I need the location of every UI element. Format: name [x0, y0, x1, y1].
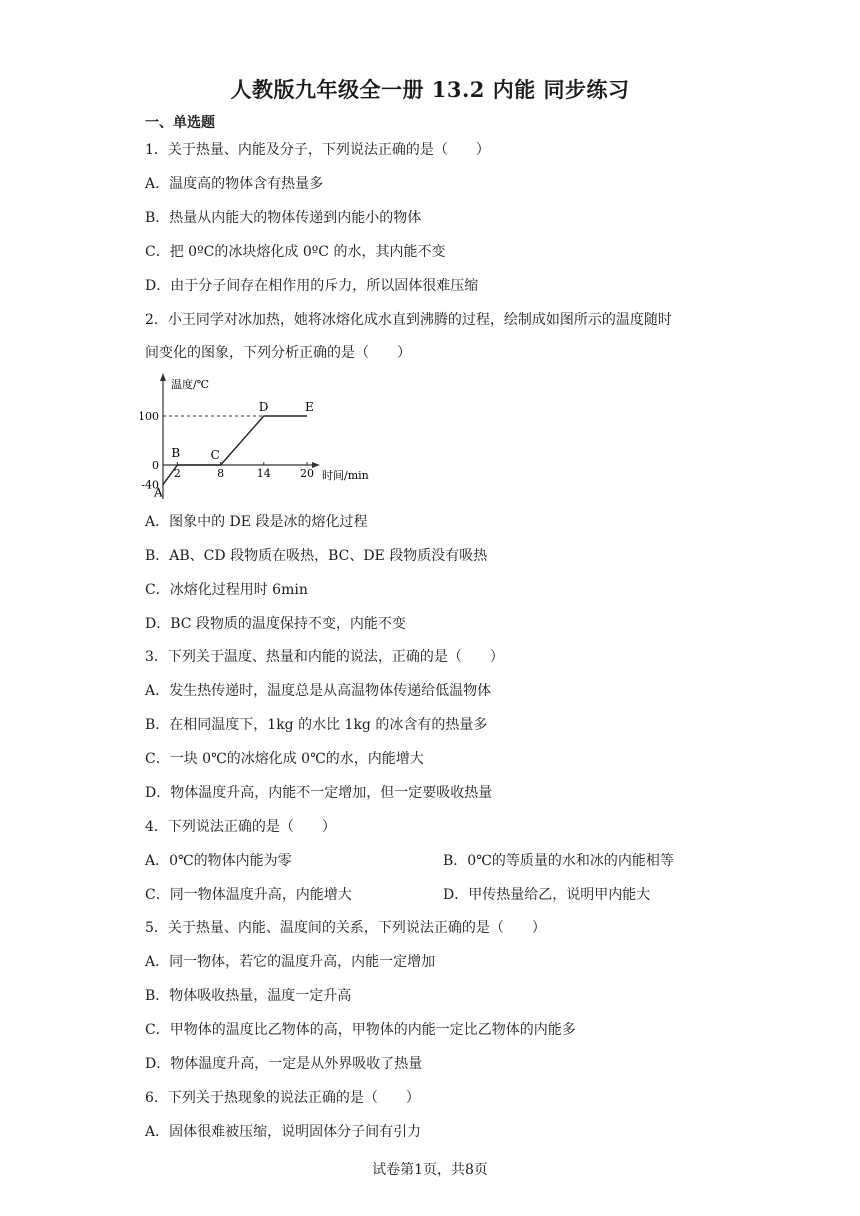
x-axis-label: 时间/min [322, 469, 369, 482]
point-label-e: E [305, 400, 314, 414]
q5-option-a: A．同一物体，若它的温度升高，内能一定增加 [145, 954, 436, 970]
question-2-cont: 间变化的图象，下列分析正确的是（ ） [145, 345, 411, 361]
question-1: 1．关于热量、内能及分子，下列说法正确的是（ ） [145, 142, 490, 158]
x-tick-label: 20 [300, 467, 314, 480]
question-3: 3．下列关于温度、热量和内能的说法，正确的是（ ） [145, 649, 504, 665]
q3-option-a: A．发生热传递时，温度总是从高温物体传递给低温物体 [145, 683, 492, 699]
q6-option-a: A．固体很难被压缩，说明固体分子间有引力 [145, 1124, 422, 1140]
question-6: 6．下列关于热现象的说法正确的是（ ） [145, 1090, 420, 1106]
question-2: 2．小王同学对冰加热，她将冰熔化成水直到沸腾的过程，绘制成如图所示的温度随时 [145, 312, 672, 328]
page-footer: 试卷第1页，共8页 [372, 1162, 488, 1178]
q2-option-b: B．AB、CD 段物质在吸热，BC、DE 段物质没有吸热 [145, 548, 488, 564]
q3-option-b: B．在相同温度下，1kg 的水比 1kg 的冰含有的热量多 [145, 717, 488, 733]
q2-option-c: C．冰熔化过程用时 6min [145, 582, 308, 598]
x-tick-label: 2 [173, 467, 181, 480]
q4-option-d: D．甲传热量给乙，说明甲内能大 [443, 887, 651, 903]
temperature-time-graph [140, 368, 380, 503]
q4-option-c: C．同一物体温度升高，内能增大 [145, 887, 352, 903]
section-heading: 一、单选题 [145, 115, 215, 131]
q4-option-a: A．0℃的物体内能为零 [145, 853, 292, 869]
point-label-a: A [154, 485, 163, 500]
q1-option-d: D．由于分子间存在相作用的斥力，所以固体很难压缩 [145, 278, 479, 294]
x-tick-label: 8 [217, 467, 225, 480]
q4-option-b: B．0℃的等质量的水和冰的内能相等 [443, 853, 674, 869]
y-axis-arrow [160, 373, 166, 381]
q3-option-c: C．一块 0℃的冰熔化成 0℃的水，内能增大 [145, 751, 424, 767]
q5-option-c: C．甲物体的温度比乙物体的高，甲物体的内能一定比乙物体的内能多 [145, 1022, 576, 1038]
y-tick-label: 100 [140, 410, 159, 423]
graph-svg [140, 368, 380, 503]
q2-option-a: A．图象中的 DE 段是冰的熔化过程 [145, 514, 368, 530]
q1-option-c: C．把 0ºC的冰块熔化成 0ºC 的水，其内能不变 [145, 244, 446, 260]
x-tick-label: 14 [256, 467, 271, 480]
point-label-d: D [258, 400, 269, 414]
y-axis-label: 温度/℃ [171, 378, 210, 391]
temperature-curve [163, 416, 307, 485]
y-tick-label: -40 [141, 478, 159, 492]
q5-option-b: B．物体吸收热量，温度一定升高 [145, 988, 352, 1004]
q2-option-d: D．BC 段物质的温度保持不变，内能不变 [145, 616, 406, 632]
q1-option-a: A．温度高的物体含有热量多 [145, 176, 324, 192]
q1-option-b: B．热量从内能大的物体传递到内能小的物体 [145, 210, 422, 226]
page-title: 人教版九年级全一册 13.2 内能 同步练习 [230, 77, 630, 102]
question-4: 4．下列说法正确的是（ ） [145, 819, 336, 835]
point-label-b: B [171, 446, 181, 460]
y-tick-label: 0 [152, 459, 159, 472]
q3-option-d: D．物体温度升高，内能不一定增加，但一定要吸收热量 [145, 785, 493, 801]
point-label-c: C [210, 448, 220, 462]
question-5: 5．关于热量、内能、温度间的关系，下列说法正确的是（ ） [145, 920, 546, 936]
q5-option-d: D．物体温度升高，一定是从外界吸收了热量 [145, 1056, 423, 1072]
